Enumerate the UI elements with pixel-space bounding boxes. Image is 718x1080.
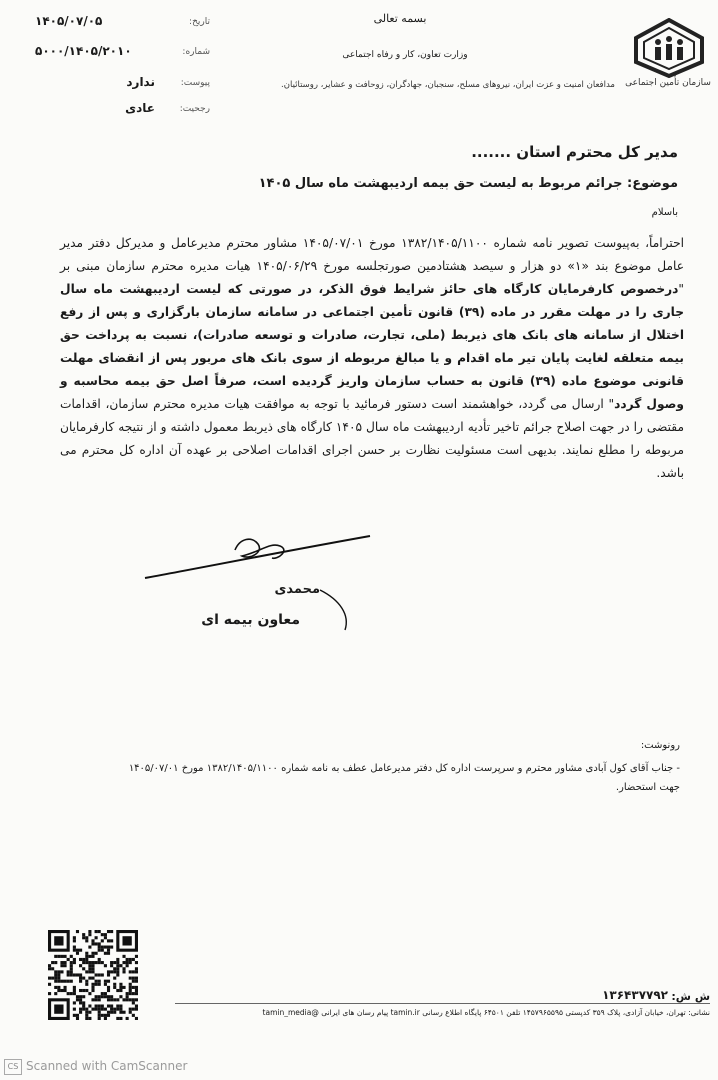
ministry-name: وزارت تعاون، کار و رفاه اجتماعی — [342, 50, 468, 60]
cc-purpose: جهت استحضار. — [615, 782, 680, 793]
attachment-row — [40, 75, 210, 93]
slogan: مدافعان امنیت و عزت ایران، نیروهای مسلح، سنجبان، جهادگران، زوحافت و عشایر، روستائیان. — [281, 80, 615, 90]
priority-label: رجحیت: — [179, 104, 210, 114]
date-label: تاریخ: — [189, 17, 210, 27]
qr-code-icon — [48, 930, 138, 1020]
date-row — [35, 14, 210, 32]
tracking-number — [540, 988, 710, 1008]
tamin-logo-icon — [630, 18, 708, 78]
cc-label: رونوشت: — [640, 740, 680, 751]
number-label: شماره: — [182, 47, 210, 57]
body-quoted-resolution: درخصوص کارفرمایان کارگاه های حائز شرایط فوق الذکر، در صورتی که لیست اردیبهشت ماه سال جاری را در مهلت مقرر در ماده (۳۹) قانون تأمین اجتماعی در سامانه سازمان بارگزاری و پس از رفع اختلال از سامانه های بانک های ذیربط (ملی، تجارت، صادرات و توسعه صادرات)، نسبت به پرداخت حق بیمه متعلقه لغایت پایان تیر ماه اقدام و یا مبالغ مربوطه از سوی بانک های مربور پس از انقضای مهلت قانونی موضوع ماده (۳۹) قانون به حساب سازمان واریز گردیده است، صرفاً اصل حق بیمه محاسبه و وصول گردد — [60, 282, 684, 411]
tracking-value: ۱۳۶۴۳۷۷۹۲ — [602, 988, 668, 1002]
footer-divider — [175, 1003, 710, 1004]
number-row — [35, 44, 210, 62]
camscanner-logo-icon: CS — [4, 1059, 22, 1075]
signatory-title: معاون بیمه ای — [201, 612, 300, 628]
subject: موضوع: جرائم مربوط به لیست حق بیمه اردیبهشت ماه سال ۱۴۰۵ — [258, 176, 678, 191]
body-intro: احتراماً، به‌پیوست تصویر نامه شماره ۱۳۸۲/۱۴۰۵/۱۱۰۰ مورخ ۱۴۰۵/۰۷/۰۱ مشاور محترم مدیرعامل و مدیرکل دفتر مدیر عامل موضوع بند «۱» دو هزار و سیصد هشتادمین صورتجلسه مورخ ۱۴۰۵/۰۶/۲۹ هیات مدیره محترم سازمان مبنی بر " — [60, 236, 685, 296]
salutation: باسلام — [651, 207, 678, 218]
attachment-value: ندارد — [126, 75, 155, 89]
camscanner-watermark — [4, 1057, 204, 1077]
priority-value: عادی — [125, 101, 155, 115]
date-value: ۱۴۰۵/۰۷/۰۵ — [35, 14, 103, 28]
bismillah: بسمه تعالی — [373, 12, 427, 25]
body-request: " ارسال می گردد، خواهشمند است دستور فرمائید با توجه به موافقت هیات مدیره محترم سازمان، اقدامات مقتضی را در جهت اصلاح جرائم تاخیر تأدیه اردیبهشت ماه سال ۱۴۰۵ کارگاه های ذیربط معمول داشته و از نتیجه کارفرمایان مربوطه را مطلع نمایند. بدیهی است مسئولیت نظارت بر حسن اجرای اقدامات اصلاحی بر عهده آن اداره کل محترم می باشد. — [60, 397, 684, 480]
recipient: مدیر کل محترم استان ....... — [471, 143, 678, 161]
footer-address: نشانی: تهران، خیابان آزادی، پلاک ۳۵۹ کدپستی ۱۴۵۷۹۶۵۵۹۵ تلفن ۶۴۵۰۱ پایگاه اطلاع رسانی tamin.ir پیام رسان های ایرانی @tamin_media — [262, 1008, 710, 1017]
camscanner-text: Scanned with CamScanner — [26, 1059, 188, 1073]
priority-row — [40, 101, 210, 119]
letter-body — [60, 232, 684, 485]
tracking-label: ش ش: — [671, 990, 710, 1003]
cc-recipient: - جناب آقای کول آبادی مشاور محترم و سرپرست اداره کل دفتر مدیرعامل عطف به نامه شماره ۱۳۸۲/۱۴۰۵/۱۱۰۰ مورخ ۱۴۰۵/۰۷/۰۱ — [128, 763, 680, 774]
org-caption: سازمان تأمین اجتماعی — [625, 78, 711, 88]
signatory-name: محمدی — [274, 582, 320, 597]
number-value: ۵۰۰۰/۱۴۰۵/۲۰۱۰ — [35, 44, 132, 58]
attachment-label: پیوست: — [180, 78, 210, 88]
